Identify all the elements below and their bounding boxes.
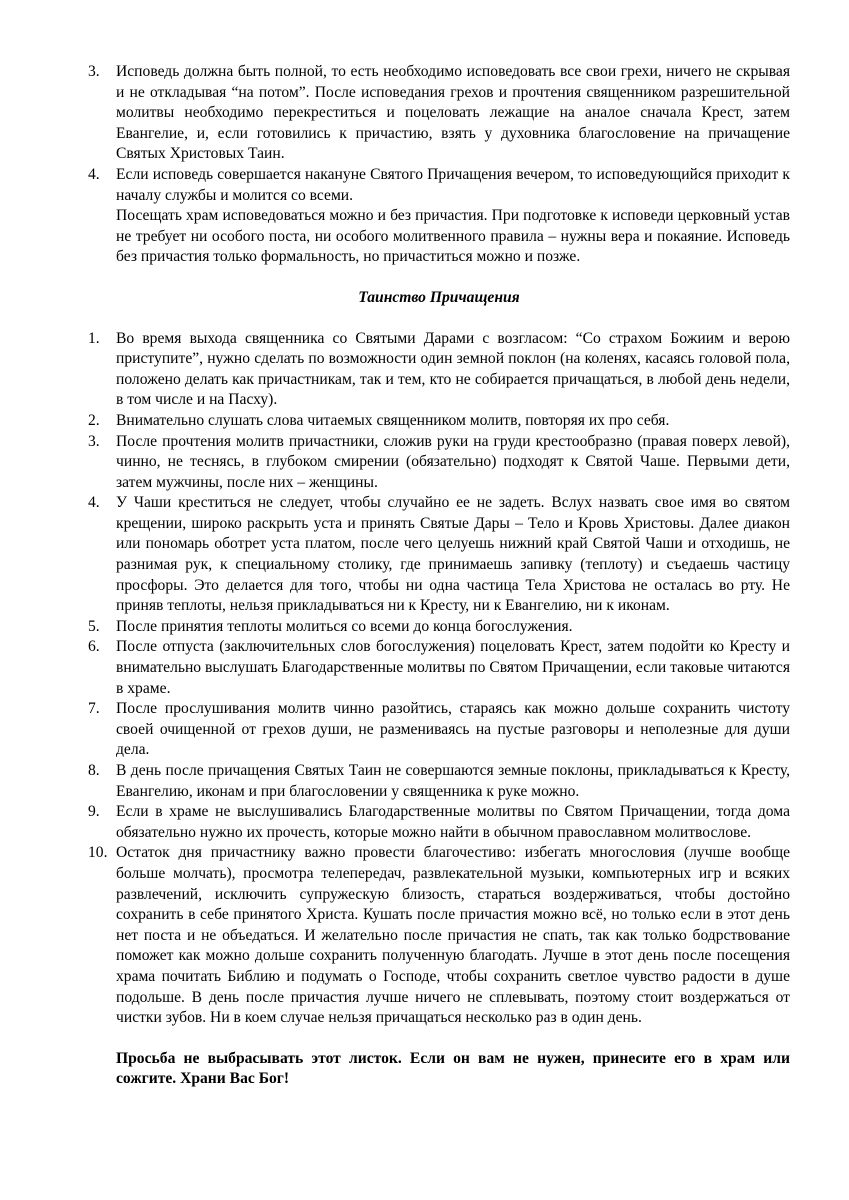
list-item	[88, 843, 790, 1028]
list-item	[88, 699, 790, 761]
item-number: 6.	[88, 638, 100, 656]
item-text: После принятия теплоты молиться со всеми до конца богослужения.	[116, 617, 573, 635]
item-number: 10.	[88, 844, 108, 862]
item-text: В день после причащения Святых Таин не совершаются земные поклоны, прикладываться к Кресту, Евангелию, иконам и при благословении у священника к руке можно.	[116, 762, 790, 800]
item-text: Исповедь должна быть полной, то есть необходимо исповедовать все свои грехи, ничего не скрывая и не откладывая “на потом”. После исповедания грехов и прочтения священником разрешительной молитвы необходимо перекреститься и поцеловать лежащие на аналое сначала Крест, затем Евангелие, и, если готовились к причастию, взять у духовника благословение на причащение Святых Христовых Таин.	[116, 63, 790, 163]
item-number: 5.	[88, 617, 100, 635]
footer-note: Просьба не выбрасывать этот листок. Если он вам не нужен, принесите его в храм или сожгите. Храни Вас Бог!	[116, 1049, 790, 1088]
item-text: После прочтения молитв причастники, сложив руки на груди крестообразно (правая поверх левой), чинно, не теснясь, в глубоком смирении (обязательно) подходят к Святой Чаше. Первыми дети, затем мужчины, после них – женщины.	[116, 432, 790, 491]
item-number: 3.	[88, 63, 100, 80]
item-number: 4.	[88, 494, 100, 512]
list-item	[88, 411, 790, 432]
item-number: 3.	[88, 432, 100, 450]
list-item	[88, 165, 790, 268]
section-title: Таинство Причащения	[358, 288, 520, 306]
list-item	[88, 329, 790, 411]
item-text: Если исповедь совершается накануне Святого Причащения вечером, то исповедующийся приходит к началу службы и молится со всеми.	[116, 165, 790, 204]
item-text: Во время выхода священника со Святыми Дарами с возгласом: “Со страхом Божиим и верою приступите”, нужно сделать по возможности один земной поклон (на коленях, касаясь головой пола, положено делать как причастникам, так и тем, кто не собирается причащаться, в любой день недели, в том числе и на Пасху).	[116, 329, 790, 409]
item-text: Внимательно слушать слова читаемых священником молитв, повторяя их про себя.	[116, 411, 670, 429]
list-item	[88, 62, 790, 165]
list-item	[88, 761, 790, 802]
item-number: 1.	[88, 329, 100, 347]
confession-list	[88, 62, 790, 268]
item-text: У Чаши креститься не следует, чтобы случайно ее не задеть. Вслух назвать свое имя во святом крещении, широко раскрыть уста и принять Святые Дары – Тело и Кровь Христовы. Далее диакон или пономарь оботрет уста платом, после чего целуешь нижний край Святой Чаши и отходишь, не разнимая рук, к специальному столику, где принимаешь запивку (теплоту) и съедаешь частицу просфоры. Это делается для того, чтобы ни одна частица Тела Христова не осталась во рту. Не приняв теплоты, нельзя прикладываться ни к Кресту, ни к Евангелию, ни к иконам.	[116, 494, 790, 615]
item-text: Остаток дня причастнику важно провести благочестиво: избегать многословия (лучше вообще больше молчать), просмотра телепередач, развлекательной музыки, компьютерных игр и всяких развлечений, исключить супружескую близость, стараться воздерживаться, чтобы достойно сохранить в себе принятого Христа. Кушать после причастия можно всё, но только если в этот день нет поста и не объедаться. И желательно после причастия не спать, так как только бодрствование поможет как можно дольше сохранить полученную благодать. Лучше в этот день после посещения храма почитать Библию и подумать о Господе, чтобы сохранить светлое чувство радости в душе подольше. В день после причастия лучше ничего не сплевывать, поэтому стоит воздержаться от чистки зубов. Ни в коем случае нельзя причащаться несколько раз в один день.	[116, 844, 790, 1027]
list-item	[88, 617, 790, 638]
item-number: 9.	[88, 803, 100, 821]
list-item	[88, 493, 790, 617]
item-number: 7.	[88, 700, 100, 718]
item-text: После прослушивания молитв чинно разойтись, стараясь как можно дольше сохранить чистоту своей очищенной от грехов души, не размениваясь на пустые разговоры и неполезные для души дела.	[116, 700, 790, 759]
list-item	[88, 637, 790, 699]
item-text: Посещать храм исповедоваться можно и без причастия. При подготовке к исповеди церковный устав не требует ни особого поста, ни особого молитвенного правила – нужны вера и покаяние. Исповедь без причастия только формальность, но причаститься можно и позже.	[116, 207, 790, 266]
item-number: 2.	[88, 411, 100, 429]
item-number: 8.	[88, 762, 100, 779]
list-item	[88, 802, 790, 843]
item-text: Если в храме не выслушивались Благодарственные молитвы по Святом Причащении, тогда дома обязательно нужно их прочесть, которые можно найти в обычном православном молитвослове.	[116, 803, 790, 841]
document-page	[88, 62, 790, 1090]
list-item	[88, 432, 790, 494]
item-number: 4.	[88, 165, 100, 183]
communion-list	[88, 329, 790, 1029]
item-text: После отпуста (заключительных слов богослужения) поцеловать Крест, затем подойти ко Кресту и внимательно выслушать Благодарственные молитвы по Святом Причащении, если таковые читаются в храме.	[116, 638, 790, 697]
